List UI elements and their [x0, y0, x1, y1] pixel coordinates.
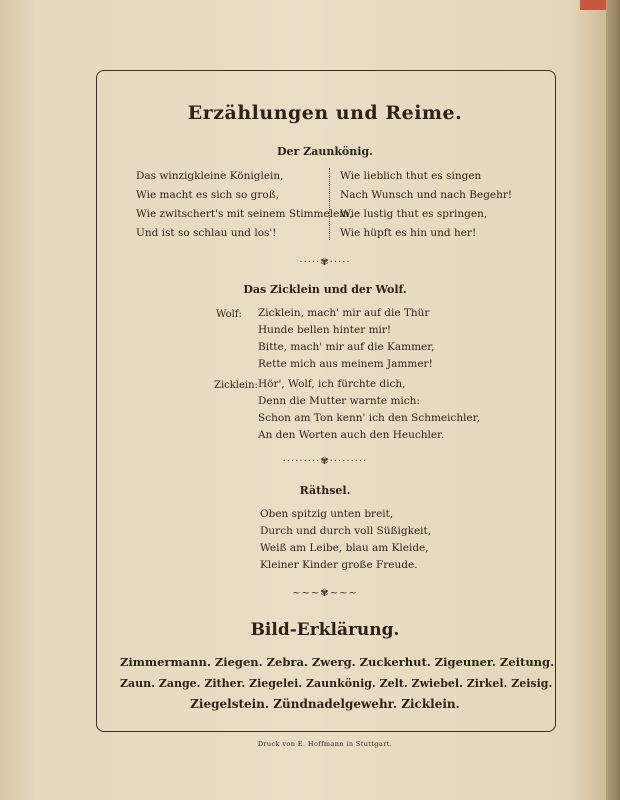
ornament-divider: ·········✾·········: [282, 456, 368, 467]
verse-line: Und ist so schlau und los'!: [136, 227, 277, 239]
poem1-right-stanza: [340, 167, 512, 243]
ornament-divider: ·····✾·····: [299, 257, 351, 268]
verse-line: Schon am Ton kenn' ich den Schmeichler,: [258, 412, 480, 424]
zicklein-stanza: [258, 376, 480, 444]
poem2-heading: Das Zicklein und der Wolf.: [243, 283, 407, 296]
verse-line: Das winzigkleine Königlein,: [136, 170, 284, 182]
verse-line: Wie hüpft es hin und her!: [340, 227, 477, 239]
verse-line: Zicklein, mach' mir auf die Thür: [258, 307, 430, 319]
red-tab: [580, 0, 606, 10]
verse-line: An den Worten auch den Heuchler.: [258, 429, 445, 441]
printer-imprint: Druck von E. Hoffmann in Stuttgart.: [257, 740, 393, 748]
riddle-heading: Räthsel.: [299, 484, 351, 497]
page-title: Erzählungen und Reime.: [187, 102, 463, 124]
verse-line: Denn die Mutter warnte mich:: [258, 395, 420, 407]
verse-line: Hör', Wolf, ich fürchte dich,: [258, 378, 406, 390]
verse-line: Bitte, mach' mir auf die Kammer,: [258, 341, 435, 353]
verse-line: Wie zwitschert's mit seinem Stimmelein,: [136, 208, 353, 220]
answers-line: Ziegelstein. Zündnadelgewehr. Zicklein.: [190, 697, 460, 711]
poem1-left-stanza: [136, 167, 353, 243]
riddle-stanza: [260, 506, 431, 574]
speaker-label: Zicklein:: [214, 380, 258, 391]
verse-line: Weiß am Leibe, blau am Kleide,: [260, 542, 429, 554]
bild-heading: Bild-Erklärung.: [250, 620, 400, 640]
stanza-divider: [329, 168, 330, 240]
wolf-stanza: [258, 305, 434, 373]
verse-line: Kleiner Kinder große Freude.: [260, 559, 418, 571]
verse-line: Durch und durch voll Süßigkeit,: [260, 525, 432, 537]
answers-line: Zaun. Zange. Zither. Ziegelei. Zaunkönig. Zelt. Zwiebel. Zirkel. Zeisig.: [120, 677, 553, 690]
verse-line: Wie macht es sich so groß,: [136, 189, 280, 201]
verse-line: Oben spitzig unten breit,: [260, 508, 394, 520]
answers-line: Zimmermann. Ziegen. Zebra. Zwerg. Zuckerhut. Zigeuner. Zeitung.: [120, 655, 555, 669]
verse-line: Wie lieblich thut es singen: [340, 170, 482, 182]
verse-line: Wie lustig thut es springen,: [340, 208, 488, 220]
poem1-heading: Der Zaunkönig.: [277, 145, 373, 158]
verse-line: Hunde bellen hinter mir!: [258, 324, 392, 336]
speaker-label: Wolf:: [216, 309, 242, 320]
verse-line: Nach Wunsch und nach Begehr!: [340, 189, 513, 201]
ornament-divider: ~~~✾~~~: [292, 588, 358, 599]
verse-line: Rette mich aus meinem Jammer!: [258, 358, 433, 370]
answers-block: [120, 652, 555, 715]
